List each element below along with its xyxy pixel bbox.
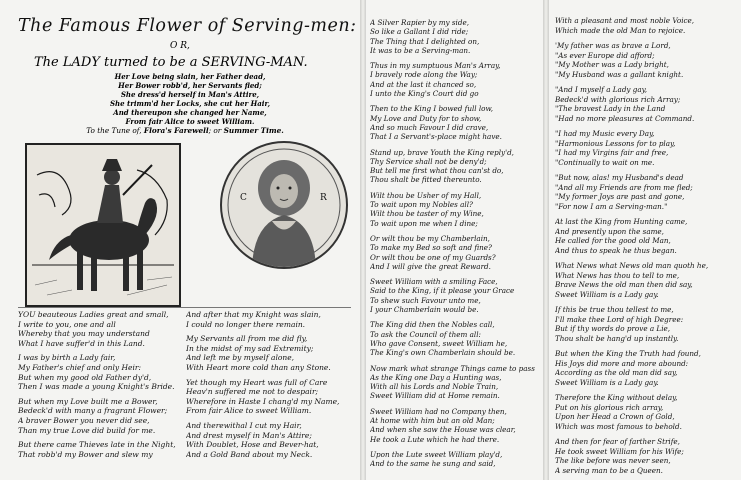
verse-line: Sweet William did at Home remain. (370, 391, 500, 401)
verse-line: Than my true Love did build for me. (18, 425, 156, 435)
verse-line: Yet though my Heart was full of Care (186, 377, 328, 387)
verse-line: "Harmonious Lessons for to play, (555, 138, 676, 148)
verse-line: What News what News old man quoth he, (555, 261, 709, 270)
medallion-letter-left: C (240, 193, 247, 203)
verse-line: With a pleasant and most noble Voice, (555, 16, 695, 25)
stanza (370, 104, 540, 141)
verse-line: Stand up, brave Youth the King reply'd, (370, 147, 514, 157)
verse-line: "As ever Europe did afford; (555, 50, 655, 60)
verse-line: My Servants all from me did fly, (186, 334, 308, 344)
verse-line: Bedeck'd with glorious rich Array; (555, 94, 681, 104)
verse-line: I write to you, one and all (18, 319, 116, 329)
stanza (370, 277, 540, 314)
verse-line: A braver Bower you never did see, (18, 415, 150, 425)
page-fold-crease (543, 0, 549, 480)
summary-line: Her Love being slain, her Father dead, (114, 72, 266, 81)
verse-line: And drest myself in Man's Attire; (186, 430, 312, 440)
verse-line: Bedeck'd with many a fragrant Flower; (18, 406, 168, 416)
verse-line: But tell me first what thou can'st do, (370, 166, 504, 176)
verse-line: A Silver Rapier by my side, (370, 18, 470, 27)
verse-column-4 (555, 16, 737, 480)
verse-line: From fair Alice to sweet William. (186, 406, 312, 416)
verse-line: To wait upon me when I dine; (370, 218, 478, 228)
verse-line: Wilt thou be taster of my Wine, (370, 209, 484, 219)
summary-line: She dress'd herself in Man's Attire, (120, 90, 260, 99)
tune-name: Summer Time. (223, 126, 284, 135)
verse-line: Sweet William had no Company then, (370, 406, 507, 416)
summary-line: And thereupon she changed her Name, (113, 108, 267, 117)
medallion-letter-right: R (320, 193, 327, 203)
page-fold-crease (360, 0, 366, 480)
verse-line: "But now, alas! my Husband's dead (555, 173, 684, 182)
verse-line: Now mark what strange Things came to pass (370, 363, 535, 373)
verse-line: But there came Thieves late in the Night, (18, 440, 176, 450)
title-or: O R, (170, 41, 190, 51)
verse-line: Then I was made a young Knight's Bride. (18, 382, 175, 392)
stanza (18, 397, 180, 435)
verse-line: And at the last it chanced so, (370, 79, 477, 89)
verse-line: Thou shalt be hang'd up instantly. (555, 333, 679, 343)
verse-line: Which was most famous to behold. (555, 421, 682, 431)
verse-line: He took sweet William for his Wife; (555, 446, 684, 456)
verse-line: "My former Joys are past and gone, (555, 192, 685, 201)
verse-line: The Thing that I delighted on, (370, 36, 480, 46)
stanza (555, 349, 737, 387)
stanza (370, 191, 540, 228)
stanza (18, 353, 180, 391)
woodcut-rider-illustration (25, 143, 181, 307)
verse-line: And left me by myself alone, (186, 353, 295, 363)
verse-line: Who gave Consent, sweet William he, (370, 338, 508, 348)
verse-line: "For now I am a Serving-man." (555, 201, 668, 211)
woodcut-drawing (27, 145, 179, 305)
verse-line: Thy Service shall not be deny'd; (370, 156, 487, 166)
verse-line: His Joys did more and more abound: (555, 358, 689, 368)
verse-line: 'My father was as brave a Lord, (555, 41, 671, 50)
stanza (555, 217, 737, 255)
verse-line: With Heart more cold than any Stone. (186, 362, 331, 372)
stanza (555, 41, 737, 79)
verse-line: "Continually to wait on me. (555, 157, 655, 167)
verse-line: But when my good old Father dy'd, (18, 372, 152, 382)
verse-line: And then for fear of farther Strife, (555, 437, 680, 446)
verse-line: Therefore the King without delay, (555, 393, 678, 402)
stanza (18, 440, 180, 459)
stanza (555, 16, 737, 35)
verse-line: Sweet William is a Lady gay. (555, 377, 659, 387)
verse-line: My Love and Duty for to show, (370, 113, 482, 123)
verse-line: And when she saw the House was clear, (370, 425, 516, 435)
verse-line: And presently upon the same, (555, 226, 664, 236)
verse-line: But if thy words do prove a Lie, (555, 324, 671, 333)
verse-line: I'll make thee Lord of high Degree: (555, 314, 684, 324)
verse-line: "And I myself a Lady gay, (555, 85, 648, 94)
summary-line: From fair Alice to sweet William. (125, 117, 255, 126)
verse-line: And therewithal I cut my Hair, (186, 420, 302, 430)
verse-line: That robb'd my Bower and slew my (18, 449, 153, 459)
stanza (186, 310, 352, 329)
verse-line: Heav'n suffered me not to despair; (186, 387, 319, 397)
verse-line: Or wilt thou be my Chamberlain, (370, 233, 490, 243)
verse-line: And after that my Knight was slain, (186, 310, 321, 319)
verse-line: What I have suffer'd in this Land. (18, 338, 145, 348)
verse-line: Or wilt thou be one of my Guards? (370, 252, 496, 262)
stanza (555, 393, 737, 431)
verse-line: Wilt thou be Usher of my Hall, (370, 190, 482, 200)
verse-line: Sweet William is a Lady gay. (555, 289, 659, 299)
verse-line: With all his Lords and Noble Train, (370, 382, 499, 392)
verse-column-1 (18, 310, 180, 464)
verse-line: He called for the good old Man, (555, 236, 671, 245)
tune-line (20, 126, 350, 135)
verse-line: To ask the Council of them all: (370, 329, 481, 339)
verse-line: Upon the Lute sweet William play'd, (370, 449, 503, 459)
verse-line: YOU beauteous Ladies great and small, (18, 310, 169, 319)
verse-line: Which made the old Man to rejoice. (555, 25, 686, 35)
summary-line: She trimm'd her Locks, she cut her Hair, (109, 99, 271, 108)
verse-line: I your Chamberlain would be. (370, 305, 479, 315)
verse-line: Said to the King, if it please your Grace (370, 286, 515, 296)
tune-prefix: To the Tune of, (86, 126, 144, 135)
summary-line: Her Bower robb'd, her Servants fled; (118, 81, 262, 90)
verse-line: But when my Love built me a Bower, (18, 396, 158, 406)
verse-line: To wait upon my Nobles all? (370, 200, 473, 210)
stanza (370, 450, 540, 469)
verse-line: If this be true thou tellest to me, (555, 305, 674, 314)
stanza (370, 234, 540, 271)
verse-line: At home with him but an old Man; (370, 415, 495, 425)
verse-line: Thou shalt be fitted thereunto. (370, 175, 482, 185)
verse-line: "Had no more pleasures at Command. (555, 113, 695, 123)
stanza (370, 407, 540, 444)
verse-line: Whereby that you may understand (18, 329, 150, 339)
verse-line: I unto the King's Court did go (370, 89, 479, 99)
verse-column-2 (186, 310, 352, 464)
verse-line: And to the same he sung and said, (370, 459, 496, 469)
stanza (186, 421, 352, 459)
verse-line: To make my Bed so soft and fine? (370, 243, 492, 253)
verse-column-3 (370, 18, 540, 474)
verse-line: What News has thou to tell to me, (555, 270, 680, 280)
verse-line: In the midst of my sad Extremity; (186, 343, 314, 353)
verse-line: "The bravest Lady in the Land (555, 104, 666, 113)
verse-line: As the King one Day a Hunting was, (370, 372, 502, 382)
stanza (555, 85, 737, 123)
verse-line: And a Gold Band about my Neck. (186, 449, 313, 459)
verse-line: He took a Lute which he had there. (370, 434, 500, 444)
ballad-subtitle: The LADY turned to be a SERVING-MAN. (34, 55, 308, 70)
section-divider (18, 307, 351, 308)
verse-line: "And all my Friends are from me fled; (555, 182, 693, 192)
verse-line: And thus to speak he thus began. (555, 245, 677, 255)
verse-line: Upon her Head a Crown of Gold, (555, 412, 675, 421)
verse-line: I bravely rode along the Way; (370, 70, 478, 80)
verse-line: "My Mother was a Lady bright, (555, 60, 669, 69)
verse-line: At last the King from Hunting came, (555, 217, 688, 226)
tune-joiner: ; or (208, 126, 224, 135)
verse-line: And I will give the great Reward. (370, 261, 491, 271)
stanza (555, 437, 737, 475)
verse-line: "I had my Virgins fair and free, (555, 148, 669, 157)
stanza (555, 261, 737, 299)
verse-line: The like before was never seen, (555, 456, 671, 465)
stanza (370, 18, 540, 55)
verse-line: My Father's chief and only Heir: (18, 362, 141, 372)
verse-line: The King did then the Nobles call, (370, 320, 495, 330)
verse-line: It was to be a Serving-man. (370, 45, 471, 55)
medallion-portrait (220, 141, 348, 269)
verse-line: Put on his glorious rich array, (555, 402, 664, 412)
verse-line: Thus in my sumptuous Man's Array, (370, 61, 501, 71)
verse-line: And so much Favour I did crave, (370, 122, 489, 132)
verse-line: I could no longer there remain. (186, 319, 306, 329)
stanza (555, 173, 737, 211)
stanza (370, 364, 540, 401)
verse-line: "My Husband was a gallant knight. (555, 69, 684, 79)
ballad-title: The Famous Flower of Serving-men: (18, 16, 357, 36)
portrait-drawing (222, 143, 346, 267)
verse-line: A serving man to be a Queen. (555, 465, 663, 475)
verse-line: Brave News the old man then did say, (555, 280, 693, 289)
verse-line: Wherefore in Haste I chang'd my Name, (186, 396, 340, 406)
verse-line: But when the King the Truth had found, (555, 349, 701, 358)
ballad-summary (40, 72, 340, 126)
stanza (186, 334, 352, 372)
verse-line: Then to the King I bowed full low, (370, 104, 494, 114)
verse-line: So like a Gallant I did ride; (370, 27, 469, 37)
verse-line: That I a Servant's-place might have. (370, 132, 502, 142)
stanza (370, 320, 540, 357)
tune-name: Flora's Farewell (143, 126, 209, 135)
verse-line: "I had my Music every Day, (555, 129, 655, 138)
stanza (18, 310, 180, 348)
stanza (186, 378, 352, 416)
verse-line: Sweet William with a smiling Face, (370, 277, 498, 287)
verse-line: According as the old man did say, (555, 368, 678, 377)
verse-line: The King's own Chamberlain should be. (370, 348, 516, 358)
verse-line: To shew such Favour unto me, (370, 295, 481, 305)
stanza (370, 61, 540, 98)
verse-line: I was by birth a Lady fair, (18, 353, 116, 363)
stanza (555, 305, 737, 343)
stanza (555, 129, 737, 167)
stanza (370, 148, 540, 185)
verse-line: With Doublet, Hose and Bever-hat, (186, 440, 319, 450)
